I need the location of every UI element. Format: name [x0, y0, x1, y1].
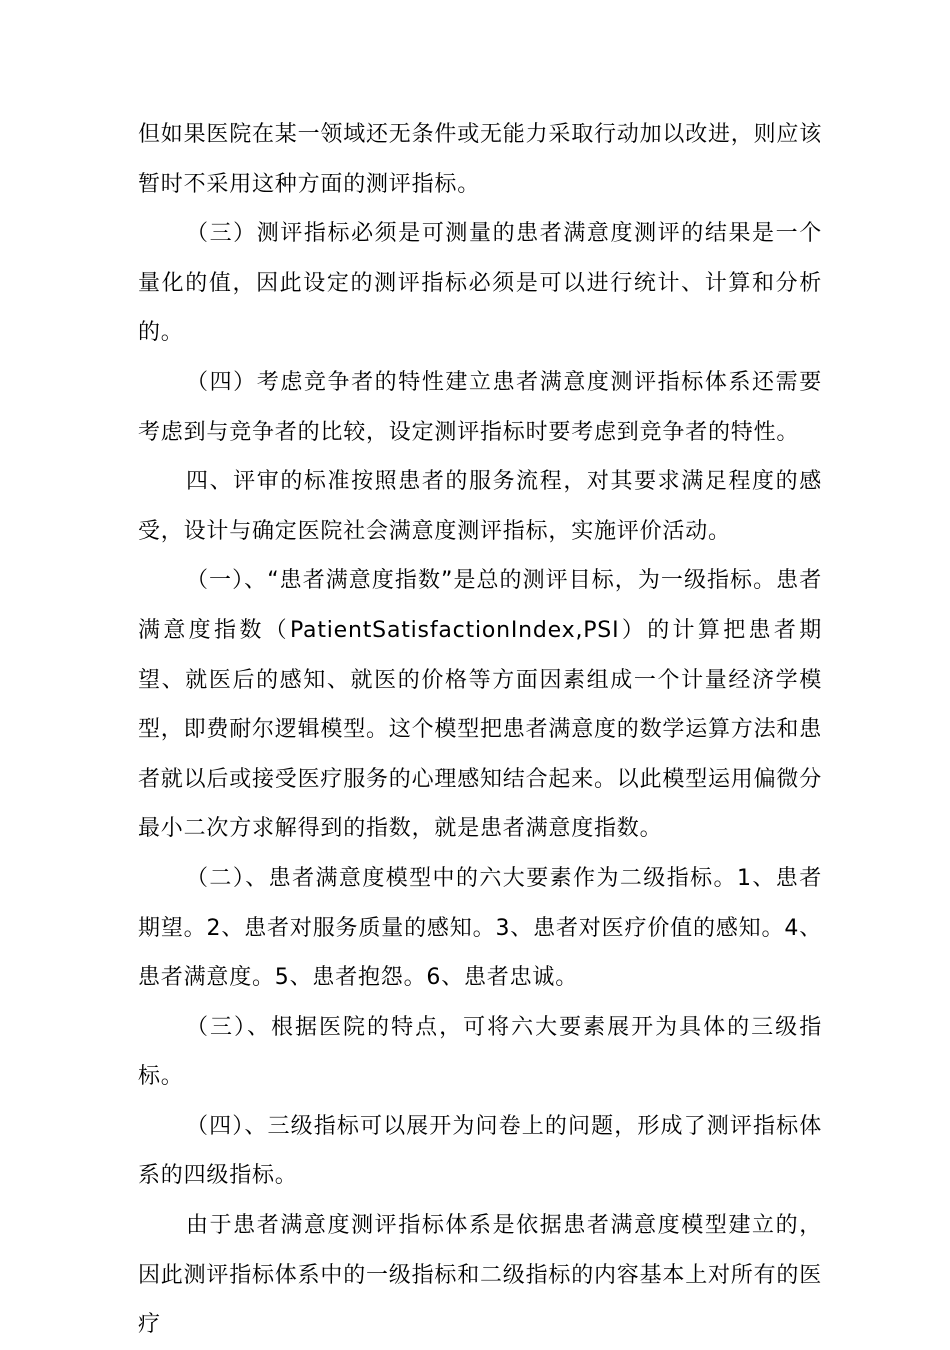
paragraph: （四）考虑竞争者的特性建立患者满意度测评指标体系还需要考虑到与竞争者的比较，设定测评指标时要考虑到竞争者的特性。: [138, 369, 822, 445]
paragraph: 四、评审的标准按照患者的服务流程，对其要求满足程度的感受，设计与确定医院社会满意度测评指标，实施评价活动。: [138, 469, 822, 544]
document-body: [138, 110, 822, 1350]
paragraph: （二）、患者满意度模型中的六大要素作为二级指标。1、患者期望。2、患者对服务质量的感知。3、患者对医疗价值的感知。4、患者满意度。5、患者抱怨。6、患者忠诚。: [138, 865, 822, 991]
paragraph: （三）、根据医院的特点，可将六大要素展开为具体的三级指标。: [138, 1014, 822, 1090]
paragraph: （三）测评指标必须是可测量的患者满意度测评的结果是一个量化的值，因此设定的测评指标必须是可以进行统计、计算和分析的。: [138, 221, 822, 346]
paragraph: （四）、三级指标可以展开为问卷上的问题，形成了测评指标体系的四级指标。: [138, 1113, 822, 1189]
paragraph: 由于患者满意度测评指标体系是依据患者满意度模型建立的，因此测评指标体系中的一级指标和二级指标的内容基本上对所有的医疗: [138, 1213, 823, 1338]
paragraph: （一）、“患者满意度指数”是总的测评目标，为一级指标。患者满意度指数（PatientSatisfactionIndex,PSI）的计算把患者期望、就医后的感知、就医的价格等方面因素组成一个计量经济学模型，即费耐尔逻辑模型。这个模型把患者满意度的数学运算方法和患者就以后或接受医疗服务的心理感知结合起来。以此模型运用偏微分最小二次方求解得到的指数，就是患者满意度指数。: [138, 568, 823, 842]
paragraph: 但如果医院在某一领域还无条件或无能力采取行动加以改进，则应该暂时不采用这种方面的测评指标。: [138, 122, 823, 197]
